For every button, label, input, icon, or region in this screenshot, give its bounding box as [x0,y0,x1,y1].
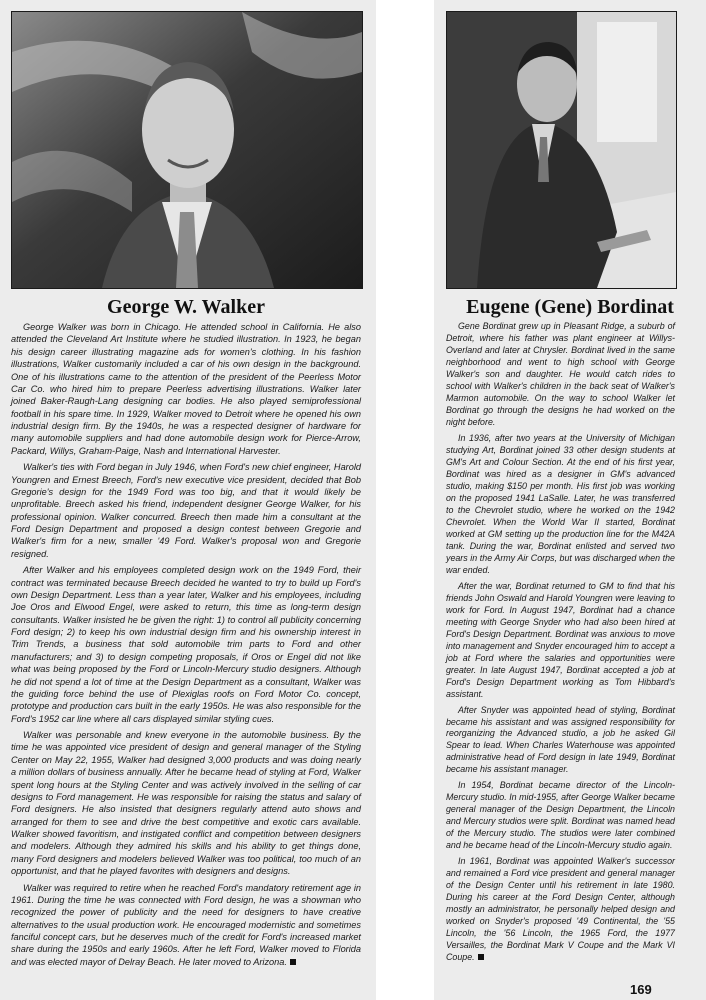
bordinat-biography [446,321,675,968]
walker-paragraph-last [11,882,361,969]
bordinat-paragraph-text: In 1961, Bordinat was appointed Walker's successor and remained a Ford vice president and general manager of the Design Center until his retirement in late 1980. During his career at the Ford Design Center, although mostly an administrator, he personally helped design and worked on Snyder's proposed '49 Continental, the '55 Lincoln, the '56 Lincoln, the 1965 Ford, the 1977 Versailles, the Bordinat Mark V Coupe and the Mark VI Coupe. [446,856,675,963]
walker-paragraph: Walker was personable and knew everyone in the automobile business. By the time he was appointed vice president of design and general manager of the Styling Center on May 22, 1955, Walker had designed 3,000 products and was doing nearly a million dollars of business annually. After he became head of styling at Ford, Walker spent long hours at the Styling Center and was actively involved in the selling of car designs to Ford management. He was responsible for raising the status and salary of Ford designers. He also insisted that designers regularly attend auto shows and arranged for them to see and drive the best competitive and exotic cars available. Walker showed favoritism, and instigated conflict and competition between designers and modelers. Although they admired his skills and his ability to get things done, many Ford designers and modelers believed Walker was too political, too much of an opportunist, and that he played favorites with designers and designs. [11,730,361,877]
bordinat-paragraph: In 1936, after two years at the University of Michigan studying Art, Bordinat joined 33 other design students at GM's Art and Colour Section. At the end of his first year, Bordinat was hired as a designer in GM's advanced studio, making $150 per month. His first job was working on the proposed 1941 LaSalle. Later, he was transferred to the Chevrolet studio, where he worked on the 1942 Chevrolet. When the World War II started, Bordinat worked at GM setting up the production line for the M42A tank. During the war, Bordinat enlisted and served two years in the Army Air Corps, but was discharged when the war ended. [446,432,675,575]
walker-paragraph: George Walker was born in Chicago. He attended school in California. He also attended the Cleveland Art Institute where he studied illustration. In 1923, he began his design career illustrating magazine ads for women's clothing. In his fashion illustrations, Walker customarily included a car of his own design in the background. One of his illustrations came to the attention of the president of the Peerless Motor Car Co. who hired him to prepare Peerless advertising illustrations. Walker later joined Baker-Raugh-Lang designing car bodies. He also played semiprofessional football in his spare time. In 1929, Walker moved to Detroit where he opened his own industrial design firm. By the 1940s, he was a respected designer of hardware for many automobile suppliers and had done automobile design work for Pierce-Arrow, Packard, Willys, Graham-Paige, Nash and International Harvester. [11,322,361,456]
walker-paragraph-text: Walker was required to retire when he reached Ford's mandatory retirement age in 1961. During the time he was connected with Ford design, he was a showman who recognized the power of publicity and the need for designers to have creative alternatives to the usual production work. He encouraged modernistic and sometimes fanciful concept cars, but he deserves much of the credit for Ford's increased market share during the 1950s and early 1960s. After he left Ford, Walker moved to Florida and was elected mayor of Delray Beach. He later moved to Arizona. [11,882,361,967]
bordinat-paragraph: Gene Bordinat grew up in Pleasant Ridge, a suburb of Detroit, where his father was plant engineer at Willys-Overland and later at Chrysler. Bordinat lived in the same neighborhood and went to high school with George Walker's son and daughter. He would catch rides to school with Walker's children in the back seat of Walker's Marmon automobile. On the way to school Walker let Bordinat go through the designs he had worked on the night before. [446,321,675,427]
bordinat-paragraph: After Snyder was appointed head of styling, Bordinat became his assistant and was assigned responsibility for reorganizing the Advanced studio, a job he asked Gil Spear to lead. When Charles Waterhouse was appointed administrative head of Ford design in late 1949, Bordinat became his assistant manager. [446,704,675,775]
end-mark-icon [290,959,296,965]
bordinat-name-heading: Eugene (Gene) Bordinat [466,296,674,318]
walker-biography [11,321,361,972]
bordinat-paragraph-last [446,856,675,964]
page-number: 169 [630,982,652,997]
walker-paragraph: After Walker and his employees completed design work on the 1949 Ford, their contract was terminated because Breech decided he wanted to try to build up Ford's own Design Department. Less than a year later, Walker and his employees, including Joe Oros and Elwood Engel, were asked to return, this time as long-term design consultants. Walker insisted he be given the right: 1) to control all publicity concerning Ford design; 2) to keep his own industrial design firm and his ownership interest in Trim Trends, a business that sold automobile trim parts to Ford and other manufacturers; and 3) to design competing proposals, if Oros or Engel did not like what was being proposed by the Ford or Lincoln-Mercury studio designers. Although he did not spend a lot of time at the Design Department as a consultant, Walker was the guiding force behind the use of Plexiglas roofs on Ford Motor Co. concept, prototype and production cars built in the early 1950s. He was also responsible for the Ford's 1952 car line where all cars displayed similar styling cues. [11,565,361,724]
bordinat-paragraph: In 1954, Bordinat became director of the Lincoln-Mercury studio. In mid-1955, after George Walker became general manager of the Design Department, the Lincoln and Mercury studios were split. Bordinat was named head of the Mercury studio. The studios were later combined and he became head of the Lincoln-Mercury studio again. [446,780,675,851]
bordinat-paragraph: After the war, Bordinat returned to GM to find that his friends John Oswald and Harold Youngren were leaving to work for Ford. In August 1947, Bordinat had a chance meeting with George Snyder who had also been hired at Ford's Design Department. Bordinat was anxious to move into management and Snyder encouraged him to accept a job at Ford where the salaries and opportunities were greater. In late August 1947, Bordinat accepted a job at Ford's Design Department working as Tom Hibbard's assistant. [446,580,675,699]
end-mark-icon [478,954,484,960]
walker-portrait-photo [11,11,363,289]
walker-paragraph: Walker's ties with Ford began in July 1946, when Ford's new chief engineer, Harold Youngren and Ernest Breech, Ford's new executive vice president, decided that Bob Gregorie's design for the 1949 Ford was too big, and that it would likely be unprofitable. Breech asked his friend, independent designer George Walker, for his professional opinion. Walker concurred. Breech then made him a consultant at the Ford Design Department and proposed a design contest between Gregorie and Walker's firm for a new, smaller '49 Ford. Walker's proposal won and Gregorie resigned. [11,462,361,559]
bordinat-portrait-photo [446,11,677,289]
walker-name-heading: George W. Walker [107,296,265,318]
